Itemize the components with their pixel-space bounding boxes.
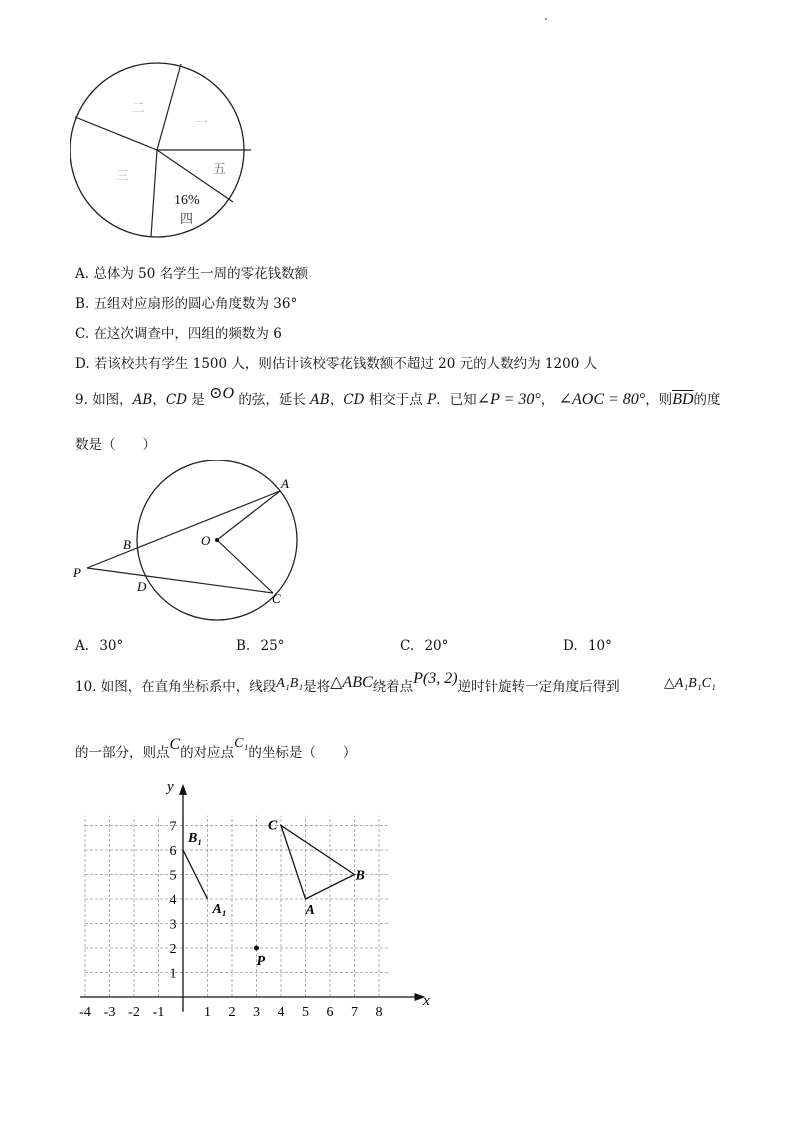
x-tick-label: 7 [351, 1005, 358, 1020]
q9-option-a: A. 30° [75, 638, 124, 654]
pie-label-three: 三 [116, 168, 130, 183]
label-a1: A₁ [212, 902, 227, 917]
y-tick-label: 6 [169, 844, 177, 859]
x-tick-label: -1 [152, 1005, 165, 1020]
pie-label-percent: 16% [174, 193, 200, 208]
x-tick-label: 8 [375, 1005, 383, 1020]
x-tick-label: -4 [79, 1005, 91, 1020]
x-tick-label: 2 [228, 1005, 236, 1020]
q9-circle-figure [65, 460, 325, 630]
segment-pa [87, 491, 280, 568]
q10-stem-line2: 的一部分，则点C的对应点C₁的坐标是（ ） [75, 736, 357, 761]
q9-option-c: C. 20° [400, 638, 449, 654]
y-tick-label: 3 [169, 917, 177, 933]
q9-option-b: B. 25° [236, 638, 285, 654]
label-p: P [73, 565, 81, 580]
q9-stem-line2: 数是（ ） [75, 437, 156, 453]
pie-divider-4 [151, 150, 157, 237]
segment-oa [217, 491, 280, 540]
y-axis-arrow [179, 784, 187, 795]
label-a: A [305, 903, 315, 918]
x-tick-label: 1 [204, 1005, 211, 1020]
q8-option-b: B. 五组对应扇形的圆心角度数为 36° [75, 296, 298, 312]
pie-label-two: 二 [132, 100, 146, 115]
pie-divider-5 [75, 117, 157, 150]
center-point-o [215, 538, 219, 542]
y-tick-label: 5 [169, 868, 177, 884]
x-axis-label: x [423, 993, 430, 1009]
q8-option-c: C. 在这次调查中，四组的频数为 6 [75, 326, 282, 342]
y-axis-label: y [167, 779, 174, 796]
q10-stem-line1: 10. 如图，在直角坐标系中，线段A₁B₁是将△ABC绕着点P(3, 2)逆时针旋转一定角度后得到 [75, 670, 620, 695]
label-b: B [355, 868, 365, 884]
q9-option-d: D. 10° [563, 638, 612, 654]
label-b1: B₁ [188, 831, 203, 846]
pie-label-five: 五 [213, 161, 227, 176]
label-c: C [272, 591, 281, 606]
x-tick-label: -3 [103, 1005, 116, 1020]
pie-divider-1 [157, 64, 181, 150]
pie-label-one: 一 [195, 115, 209, 130]
label-b: B [123, 537, 131, 552]
pie-label-four: 四 [180, 211, 194, 226]
coordinate-grid [60, 770, 460, 1030]
point-p [254, 946, 259, 951]
stray-dot [545, 18, 547, 20]
x-tick-label: 3 [253, 1005, 260, 1020]
q8-option-a: A. 总体为 50 名学生一周的零花钱数额 [75, 266, 309, 282]
segment-pc [87, 568, 273, 593]
y-tick-label: 1 [169, 966, 177, 982]
pie-chart [70, 30, 260, 245]
q8-option-d: D. 若该校共有学生 1500 人，则估计该校零花钱数额不超过 20 元的人数约为 1200 人 [75, 356, 598, 372]
x-tick-label: -2 [128, 1005, 140, 1020]
label-o: O [201, 533, 211, 548]
label-a: A [281, 476, 289, 491]
x-tick-label: 4 [277, 1005, 285, 1020]
triangle-abc [281, 826, 355, 900]
label-c: C [268, 818, 278, 834]
x-tick-label: 5 [302, 1005, 309, 1020]
y-tick-label: 7 [169, 819, 177, 835]
q10-triangle-a1b1c1: △A₁B₁C₁ [664, 676, 716, 691]
q9-stem-line1: 9. 如图，AB，CD 是 ⊙O 的弦，延长 AB，CD 相交于点 P．已知∠P = 30°， ∠AOC = 80°，则$\overline{BD}$的度 [75, 385, 721, 408]
label-d: D [137, 579, 147, 594]
y-tick-label: 4 [169, 893, 177, 908]
segment-oc [217, 540, 273, 593]
label-p: P [256, 954, 266, 969]
x-tick-label: 6 [326, 1005, 334, 1020]
y-tick-label: 2 [169, 942, 177, 957]
